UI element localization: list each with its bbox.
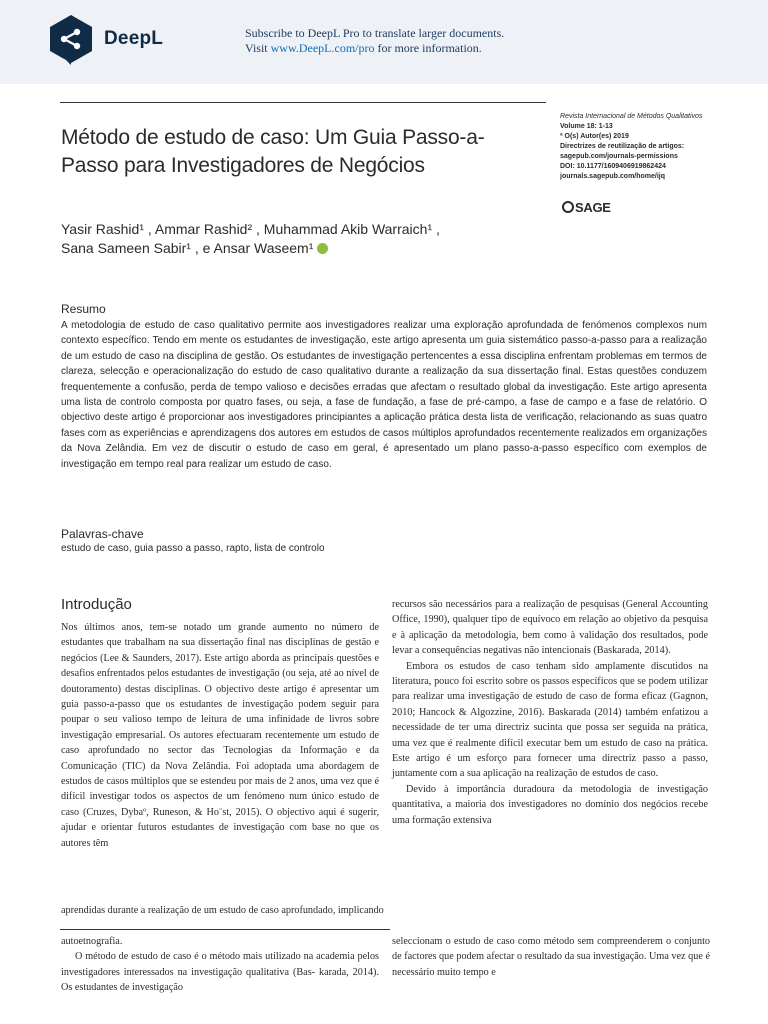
article-title: Método de estudo de caso: Um Guia Passo-a-Passo para Investigadores de Negócios [61,126,485,177]
keywords-heading: Palavras-chave [61,527,144,541]
left-column-lower [61,934,379,996]
left-lower-paragraph: O método de estudo de caso é o método mais utilizado na academia pelos investigadores interessados na investigação qualitativa (Bas- karada, 2014). Os estudantes de investigação [61,951,379,994]
spill-line: aprendidas durante a realização de um estudo de caso aprofundado, implicando [61,905,384,916]
journal-metadata [560,112,720,182]
abstract-text: A metodologia de estudo de caso qualitativo permite aos investigadores realizar uma exploração aprofundada de fenómenos complexos num contexto específico. Tendo em mente os estudantes de investigação, este artigo apresenta um guia sistemático passo-a-passo para a realização de um estudo de caso na disciplina de gestão. Os estudantes de investigação pertencentes a essa disciplina enfrentam problemas em termos de clareza, selecção e operacionalização do estudo de caso qualitativo durante a realização da sua dissertação final. Estas questões conduzem frequentemente a confusão, perda de tempo valioso e decisões erradas que afectam o resultado global da investigação. Este artigo apresenta uma lista de controlo composta por quatro fases, ou seja, a fase de fundação, a fase de pré-campo, a fase de campo e a fase de relatório. O objectivo deste artigo é proporcionar aos investigadores principiantes a aplicação prática desta lista de verificação, relacionando as suas quatro fases com as experiências e aprendizagens dos autores em estudos de casos múltiplos aprofundados recentemente realizados em organizações da Nova Zelândia. Em vez de discutir o estudo de caso em geral, é apresentado um plano passo-a-passo específico com exemplos de investigação em tempo real para realizar um estudo de caso. [61,320,707,470]
right-column [392,597,708,828]
journal-volume: Volume 18: 1-13 [560,123,613,130]
authors-line-2-text: Sana Sameen Sabir¹ , e Ansar Waseem¹ [61,240,314,256]
reuse-label: Directrizes de reutilização de artigos: [560,143,685,150]
left-lower-line-1: autoetnografia. [61,936,123,947]
banner-line-2-prefix: Visit [245,41,271,55]
right-paragraph-3: Devido à importância duradoura da metodologia de investigação quantitativa, a maioria dos investigadores no domínio dos negócios recebe uma formação extensiva [392,783,708,826]
mid-rule [60,929,390,930]
authors-line-2 [61,239,541,258]
right-lower-paragraph: seleccionam o estudo de caso como método sem compreenderem o conjunto de factores que podem afectar o resultado da sua investigação. Uma vez que é necessário muito tempo e [392,936,710,978]
abstract-heading: Resumo [61,302,106,316]
deepl-logo-icon [48,14,94,66]
reuse-url[interactable]: sagepub.com/journals-permissions [560,153,678,160]
authors-line-1: Yasir Rashid¹ , Ammar Rashid² , Muhammad Akib Warraich¹ , [61,221,440,237]
keywords-text: estudo de caso, guia passo a passo, rapto, lista de controlo [61,543,325,554]
deepl-pro-link[interactable]: www.DeepL.com/pro [270,41,375,55]
banner-line-1: Subscribe to DeepL Pro to translate larger documents. [245,26,505,40]
right-column-lower [392,934,710,980]
header-rule [60,102,546,103]
introduction-heading: Introdução [61,596,132,613]
doi[interactable]: DOI: 10.1177/1609406919862424 [560,163,666,170]
banner-line-2 [245,41,504,56]
journal-name: Revista Internacional de Métodos Qualitativos [560,113,703,120]
copyright-line: ª O(s) Autor(es) 2019 [560,133,629,140]
deepl-logo-text: DeepL [104,28,164,49]
author-list [61,220,541,258]
banner-message [245,26,504,56]
left-column [61,620,379,851]
journal-url[interactable]: journals.sagepub.com/home/ijq [560,173,666,180]
orcid-icon[interactable] [317,243,328,254]
sage-logo [562,200,611,215]
banner-line-2-suffix: for more information. [374,41,482,55]
sage-logo-text: SAGE [575,200,611,215]
right-paragraph-2: Embora os estudos de caso tenham sido amplamente discutidos na literatura, pouco foi escrito sobre os passos específicos que se podem utilizar para realizar uma investigação de estudo de caso de forma eficaz (Gagnon, 2010; Hancock & Algozzine, 2016). Baskarada (2014) também enfatizou a necessidade de ter uma directriz sucinta que possa ser seguida na prática, uma vez que é realmente difícil executar bem um estudo de caso na prática. Este artigo é um esforço para fornecer uma directriz passo a passo, juntamente com a sua aplicação na realização de estudos de caso. [392,660,708,780]
deepl-banner [0,0,768,84]
sage-circle-icon [562,201,574,213]
right-paragraph-1: recursos são necessários para a realização de pesquisas (General Accounting Office, 1990), qualquer tipo de equívoco em relação ao objetivo da pesquisa e à aplicação da metodologia, bem como à validação dos resultados, pode levar a consequências negativas não intencionais (Baskarada, 2014). [392,599,708,657]
intro-paragraph-1: Nos últimos anos, tem-se notado um grande aumento no número de estudantes que trabalham na sua dissertação final nas disciplinas de gestão e negócios (Lee & Saunders, 2017). Este artigo aborda as principais questões e desafios enfrentados pelos estudantes de investigação (ou seja, até ao nível de doutoramento) destas disciplinas. O objectivo deste artigo é apresentar um guia passo-a-passo que os estudantes de investigação podem seguir para poupar o seu valioso tempo de leitura de uma infinidade de livros sobre investigação empresarial. Os autores efectuaram recentemente um estudo de caso aprofundado no sector das Tecnologias da Informação e da Comunicação (TIC) da Nova Zelândia. Foi adoptada uma abordagem de estudos de casos múltiplos que se estendeu por mais de 2 anos, uma vez que é difícil investigar todos os aspectos de um fenómeno num único estudo de caso (Cruzes, Dybaº, Runeson, & Ho¨st, 2015). O objectivo aqui é sugerir, ajudar e orientar futuros estudantes de investigação com base no que os autores têm [61,622,379,849]
